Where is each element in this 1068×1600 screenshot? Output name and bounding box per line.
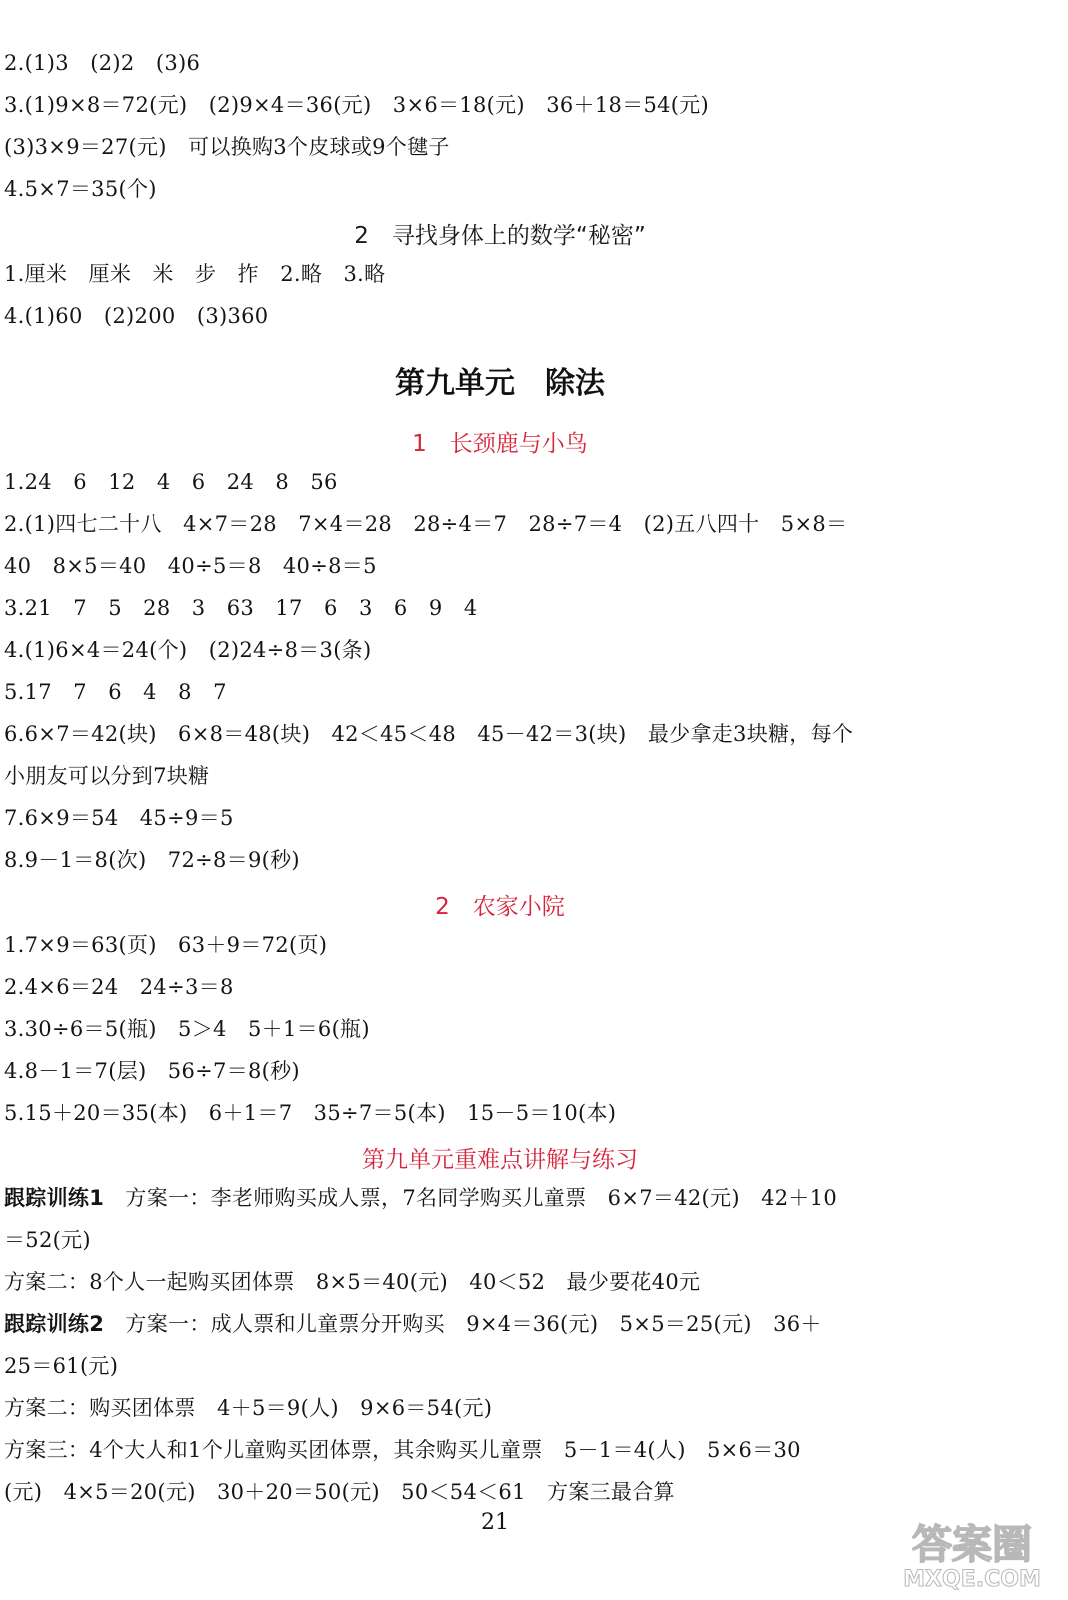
answer-line: 4.(1)6×4＝24(个) (2)24÷8＝3(条)	[4, 638, 372, 662]
section-heading-farm: 2 农家小院	[435, 894, 565, 920]
answer-line: 5.17 7 6 4 8 7	[4, 680, 227, 704]
answer-text: 方案一：成人票和儿童票分开购买 9×4＝36(元) 5×5＝25(元) 36＋	[104, 1312, 822, 1336]
answer-line: 7.6×9＝54 45÷9＝5	[4, 806, 234, 830]
answer-line: 6.6×7＝42(块) 6×8＝48(块) 42＜45＜48 45－42＝3(块) 最少拿走3块糖，每个	[4, 722, 854, 746]
unit-title: 第九单元 除法	[395, 366, 605, 401]
answer-line: 1.厘米 厘米 米 步 拃 2.略 3.略	[4, 262, 386, 286]
answer-line: 方案二：购买团体票 4＋5＝9(人) 9×6＝54(元)	[4, 1396, 493, 1420]
answer-line: 2.4×6＝24 24÷3＝8	[4, 975, 234, 999]
answer-line: 3.21 7 5 28 3 63 17 6 3 6 9 4	[4, 596, 478, 620]
training-label: 跟踪训练1	[4, 1186, 105, 1210]
answer-line: (3)3×9＝27(元) 可以换购3个皮球或9个毽子	[4, 135, 450, 159]
watermark-bottom-text: MXQE.COM	[903, 1567, 1041, 1592]
answer-line: 4.5×7＝35(个)	[4, 177, 157, 201]
watermark-logo	[885, 1514, 1060, 1592]
answer-line: 1.24 6 12 4 6 24 8 56	[4, 470, 338, 494]
answer-line	[4, 1309, 822, 1339]
answer-line: 4.(1)60 (2)200 (3)360	[4, 304, 269, 328]
answer-line: 小朋友可以分到7块糖	[4, 764, 210, 788]
training-label: 跟踪训练2	[4, 1312, 105, 1336]
answer-line: 1.7×9＝63(页) 63＋9＝72(页)	[4, 933, 328, 957]
answer-line: 8.9－1＝8(次) 72÷8＝9(秒)	[4, 848, 300, 872]
answer-line: 40 8×5＝40 40÷5＝8 40÷8＝5	[4, 554, 377, 578]
section-heading-giraffe: 1 长颈鹿与小鸟	[412, 431, 588, 457]
answer-line: 方案三：4个大人和1个儿童购买团体票，其余购买儿童票 5－1＝4(人) 5×6＝30	[4, 1438, 801, 1462]
answer-line: 3.30÷6＝5(瓶) 5＞4 5＋1＝6(瓶)	[4, 1017, 370, 1041]
answer-line	[4, 1183, 837, 1213]
answer-line: 4.8－1＝7(层) 56÷7＝8(秒)	[4, 1059, 300, 1083]
answer-text: 方案一：李老师购买成人票，7名同学购买儿童票 6×7＝42(元) 42＋10	[104, 1186, 838, 1210]
watermark-top-text: 答案圈	[912, 1522, 1032, 1568]
answer-line: 25＝61(元)	[4, 1354, 119, 1378]
section-heading-body-secret: 2 寻找身体上的数学“秘密”	[354, 223, 646, 249]
page-number: 21	[481, 1510, 509, 1535]
section-heading-review: 第九单元重难点讲解与练习	[362, 1147, 638, 1173]
answer-line: 5.15＋20＝35(本) 6＋1＝7 35÷7＝5(本) 15－5＝10(本)	[4, 1101, 617, 1125]
answer-line: 2.(1)3 (2)2 (3)6	[4, 51, 201, 75]
answer-line: (元) 4×5＝20(元) 30＋20＝50(元) 50＜54＜61 方案三最合算	[4, 1480, 675, 1504]
answer-line: 2.(1)四七二十八 4×7＝28 7×4＝28 28÷4＝7 28÷7＝4 (2)五八四十 5×8＝	[4, 512, 848, 536]
answer-line: ＝52(元)	[4, 1228, 91, 1252]
answer-line: 方案二：8个人一起购买团体票 8×5＝40(元) 40＜52 最少要花40元	[4, 1270, 701, 1294]
answer-line: 3.(1)9×8＝72(元) (2)9×4＝36(元) 3×6＝18(元) 36＋18＝54(元)	[4, 93, 710, 117]
